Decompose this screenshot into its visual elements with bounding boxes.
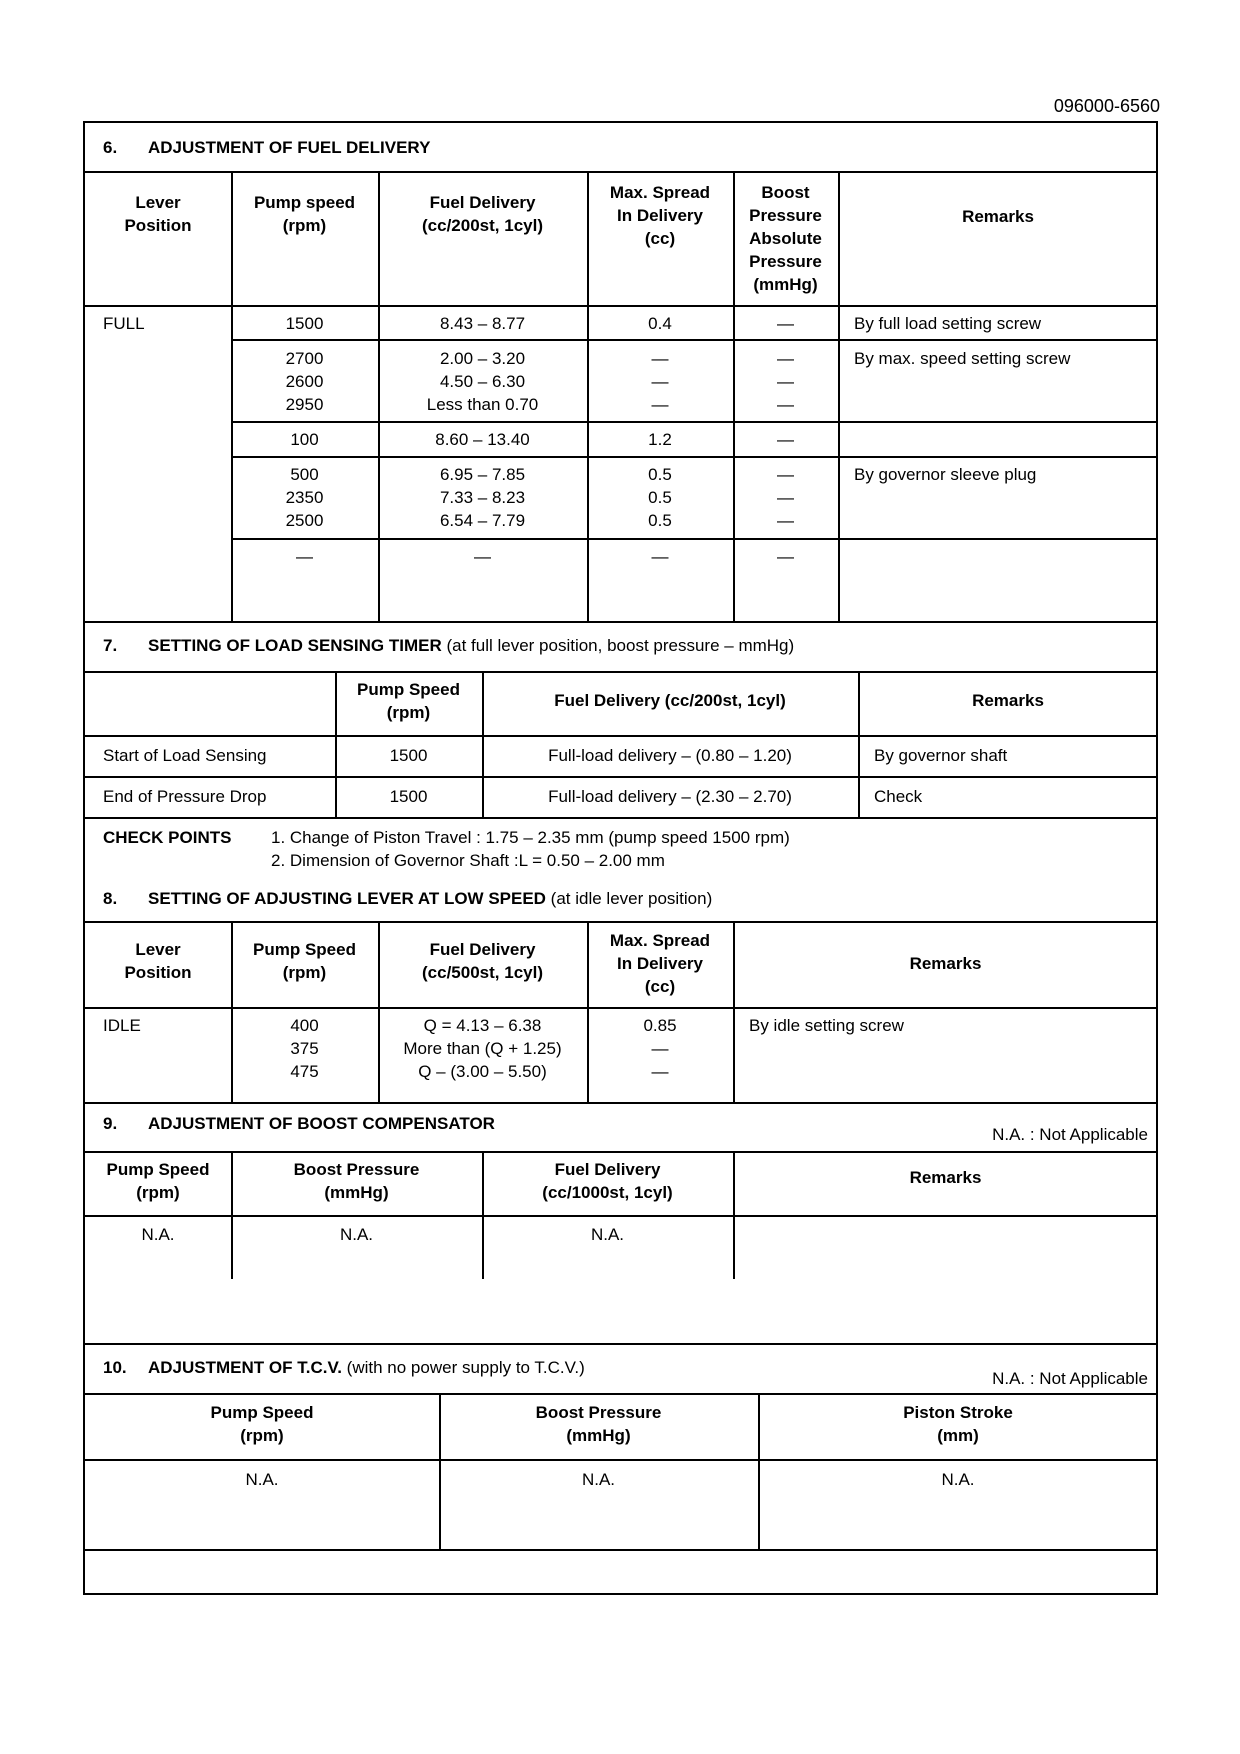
section6-title: ADJUSTMENT OF FUEL DELIVERY [148, 138, 431, 157]
s6-row5-speed: — [296, 547, 313, 566]
s6-row1-delivery: 8.43 – 8.77 [439, 314, 526, 333]
s8-header-max-spread: Max. Spread In Delivery (cc) [609, 931, 711, 996]
s8-lever-value: IDLE [103, 1016, 141, 1035]
s7-header-fuel-delivery: Fuel Delivery (cc/200st, 1cyl) [554, 691, 786, 710]
s6-row2-delivery: 2.00 – 3.20 4.50 – 6.30 Less than 0.70 [426, 349, 539, 414]
s7-row1-speed: 1500 [389, 746, 428, 765]
section10-title: ADJUSTMENT OF T.C.V. [148, 1358, 342, 1377]
s6-header-remarks: Remarks [962, 207, 1034, 226]
s6-row2-speed: 2700 2600 2950 [285, 349, 324, 414]
s8-spread: 0.85 — — [643, 1016, 677, 1081]
section9-na-note: N.A. : Not Applicable [992, 1125, 1148, 1144]
section10-number: 10. [103, 1358, 127, 1377]
s8-header-lever: Lever Position [124, 940, 192, 982]
s7-header-remarks: Remarks [972, 691, 1044, 710]
s10-header-pump-speed: Pump Speed (rpm) [210, 1403, 314, 1445]
s9-header-boost-pressure: Boost Pressure (mmHg) [293, 1160, 420, 1202]
section7-heading [103, 635, 794, 657]
s6-header-fuel-delivery: Fuel Delivery (cc/200st, 1cyl) [422, 193, 543, 235]
s10-value-pump-speed: N.A. [245, 1470, 279, 1489]
s6-row4-remarks: By governor sleeve plug [854, 465, 1037, 484]
section7-title: SETTING OF LOAD SENSING TIMER [148, 636, 442, 655]
s8-header-pump-speed: Pump Speed (rpm) [253, 940, 356, 982]
s6-header-pump-speed: Pump speed (rpm) [253, 193, 356, 235]
section9-heading [103, 1113, 495, 1135]
s6-row1-spread: 0.4 [648, 314, 672, 333]
s10-header-boost-pressure: Boost Pressure (mmHg) [535, 1403, 662, 1445]
s6-row3-spread: 1.2 [648, 430, 672, 449]
section7-subtitle: (at full lever position, boost pressure – mmHg) [441, 636, 795, 655]
s6-row4-speed: 500 2350 2500 [285, 465, 324, 530]
document-number: 096000-6560 [1053, 96, 1160, 116]
s6-row3-boost: — [777, 430, 794, 449]
s6-row3-speed: 100 [290, 430, 319, 449]
s8-remarks: By idle setting screw [749, 1016, 904, 1035]
s10-header-piston-stroke: Piston Stroke (mm) [903, 1403, 1013, 1445]
s6-lever-value: FULL [103, 314, 145, 333]
s7-row2-remarks: Check [874, 787, 923, 806]
section10-na-note: N.A. : Not Applicable [992, 1369, 1148, 1388]
s6-row5-spread: — [651, 547, 669, 566]
s6-row2-spread: — — — [651, 349, 669, 414]
s8-header-fuel-delivery: Fuel Delivery (cc/500st, 1cyl) [422, 940, 543, 982]
section8-heading [103, 888, 712, 910]
s10-value-boost-pressure: N.A. [581, 1470, 616, 1489]
s7-row2-delivery: Full-load delivery – (2.30 – 2.70) [548, 787, 792, 806]
s6-row5-boost: — [777, 547, 794, 566]
section9-number: 9. [103, 1114, 118, 1133]
section8-title: SETTING OF ADJUSTING LEVER AT LOW SPEED [148, 889, 546, 908]
s6-row2-boost: — — — [777, 349, 794, 414]
section8-subtitle: (at idle lever position) [545, 889, 713, 908]
check-point-1: 1. Change of Piston Travel : 1.75 – 2.35 mm (pump speed 1500 rpm) [271, 828, 790, 847]
s9-header-pump-speed: Pump Speed (rpm) [106, 1160, 210, 1202]
s9-header-fuel-delivery: Fuel Delivery (cc/1000st, 1cyl) [542, 1160, 673, 1202]
s9-value-pump-speed: N.A. [141, 1225, 175, 1244]
s8-speed: 400 375 475 [290, 1016, 319, 1081]
section8-number: 8. [103, 889, 118, 908]
spec-sheet-frame [83, 121, 1158, 1595]
s6-row1-speed: 1500 [285, 314, 324, 333]
s8-delivery: Q = 4.13 – 6.38 More than (Q + 1.25) Q – (3.00 – 5.50) [403, 1016, 562, 1081]
s9-header-remarks: Remarks [909, 1168, 982, 1187]
s7-row1-remarks: By governor shaft [874, 746, 1008, 765]
s6-row5-delivery: — [474, 547, 491, 566]
s6-row1-remarks: By full load setting screw [854, 314, 1042, 333]
s9-value-fuel-delivery: N.A. [590, 1225, 625, 1244]
s7-row2-speed: 1500 [389, 787, 428, 806]
s7-row1-label: Start of Load Sensing [103, 746, 267, 765]
s6-row1-boost: — [777, 314, 794, 333]
section7-number: 7. [103, 636, 118, 655]
s7-row1-delivery: Full-load delivery – (0.80 – 1.20) [548, 746, 792, 765]
s6-row4-boost: — — — [777, 465, 794, 530]
check-points-list [271, 826, 790, 872]
s8-header-remarks: Remarks [909, 954, 982, 973]
s6-row3-delivery: 8.60 – 13.40 [435, 430, 530, 449]
s6-row2-remarks: By max. speed setting screw [854, 349, 1071, 368]
s6-header-lever: Lever Position [124, 193, 192, 235]
check-points-label: CHECK POINTS [103, 828, 232, 847]
s7-header-pump-speed: Pump Speed (rpm) [357, 680, 460, 722]
s9-value-boost-pressure: N.A. [339, 1225, 374, 1244]
s6-header-max-spread: Max. Spread In Delivery (cc) [609, 183, 711, 248]
section10-subtitle: (with no power supply to T.C.V.) [341, 1358, 585, 1377]
section10-heading [103, 1357, 585, 1379]
section6-heading [103, 137, 430, 159]
s6-header-boost-pressure: Boost Pressure Absolute Pressure (mmHg) [749, 183, 822, 294]
check-point-2: 2. Dimension of Governor Shaft :L = 0.50 – 2.00 mm [271, 851, 665, 870]
s6-row4-spread: 0.5 0.5 0.5 [648, 465, 672, 530]
s6-row4-delivery: 6.95 – 7.85 7.33 – 8.23 6.54 – 7.79 [439, 465, 526, 530]
s7-row2-label: End of Pressure Drop [103, 787, 267, 806]
s10-value-piston-stroke: N.A. [941, 1470, 975, 1489]
section9-title: ADJUSTMENT OF BOOST COMPENSATOR [148, 1114, 495, 1133]
section6-number: 6. [103, 138, 118, 157]
